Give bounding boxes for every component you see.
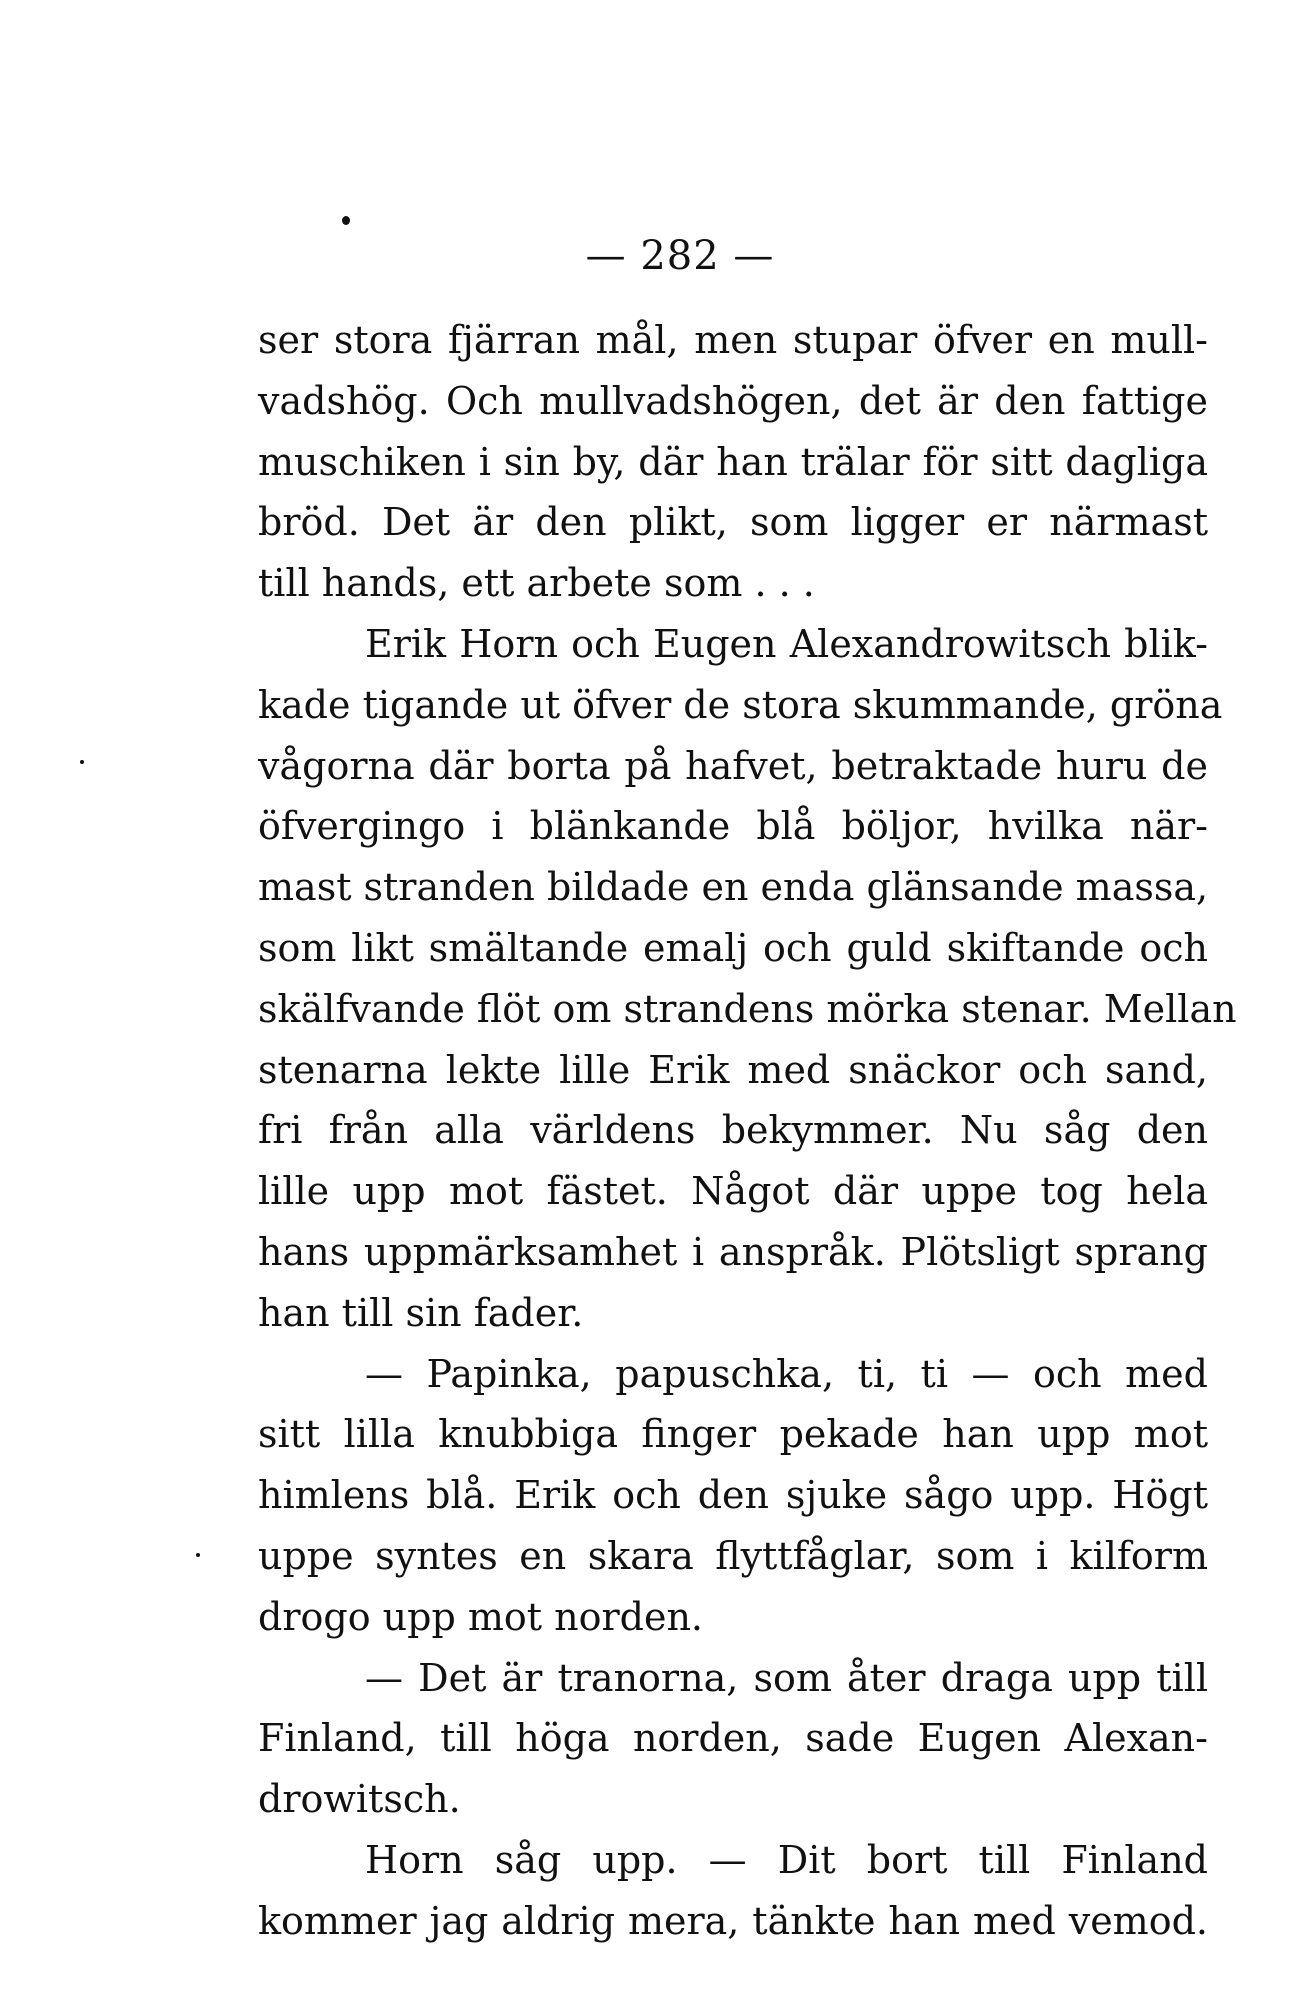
- text-line: — Papinka, papuschka, ti, ti — och med: [365, 1351, 1208, 1396]
- text-line: lille upp mot fästet. Något där uppe tog hela: [258, 1169, 1208, 1214]
- text-line: — Det är tranorna, som åter draga upp till: [365, 1655, 1208, 1700]
- text-line: drowitsch.: [258, 1777, 461, 1822]
- text-line: kade tigande ut öfver de stora skummande, gröna: [258, 682, 1223, 727]
- text-line: till hands, ett arbete som . . .: [258, 561, 815, 606]
- text-line: vadshög. Och mullvadshögen, det är den fattige: [258, 378, 1208, 423]
- text-line: Horn såg upp. — Dit bort till Finland: [365, 1837, 1208, 1882]
- text-line: som likt smältande emalj och guld skiftande och: [258, 925, 1208, 970]
- text-line: han till sin fader.: [258, 1290, 584, 1335]
- text-line: drogo upp mot norden.: [258, 1594, 703, 1639]
- text-line: skälfvande flöt om strandens mörka stenar. Mellan: [258, 986, 1237, 1031]
- ink-speck: [196, 1553, 200, 1557]
- text-line: bröd. Det är den plikt, som ligger er närmast: [258, 500, 1208, 545]
- text-line: mast stranden bildade en enda glänsande massa,: [258, 865, 1209, 910]
- text-line: Erik Horn och Eugen Alexandrowitsch blik-: [365, 621, 1208, 666]
- text-line: kommer jag aldrig mera, tänkte han med vemod.: [258, 1898, 1208, 1943]
- ink-speck: [80, 760, 84, 764]
- body-text: [258, 310, 1237, 1952]
- text-line: muschiken i sin by, där han trälar för sitt dagliga: [258, 439, 1208, 484]
- text-line: uppe syntes en skara flyttfåglar, som i kilform: [258, 1533, 1208, 1578]
- text-line: ser stora fjärran mål, men stupar öfver en mull-: [258, 318, 1208, 362]
- text-line: hans uppmärksamhet i anspråk. Plötsligt sprang: [258, 1229, 1208, 1274]
- text-line: Finland, till höga norden, sade Eugen Alexan-: [258, 1716, 1208, 1761]
- text-line: sitt lilla knubbiga finger pekade han upp mot: [258, 1412, 1208, 1457]
- text-line: fri från alla världens bekymmer. Nu såg den: [258, 1108, 1208, 1153]
- text-line: stenarna lekte lille Erik med snäckor och sand,: [258, 1047, 1208, 1092]
- text-line: vågorna där borta på hafvet, betraktade huru de: [258, 743, 1208, 788]
- text-line: öfvergingo i blänkande blå böljor, hvilka när-: [258, 804, 1208, 849]
- ink-speck: [342, 216, 350, 225]
- page-number: — 282 —: [585, 233, 775, 279]
- text-line: himlens blå. Erik och den sjuke sågo upp. Högt: [258, 1473, 1208, 1518]
